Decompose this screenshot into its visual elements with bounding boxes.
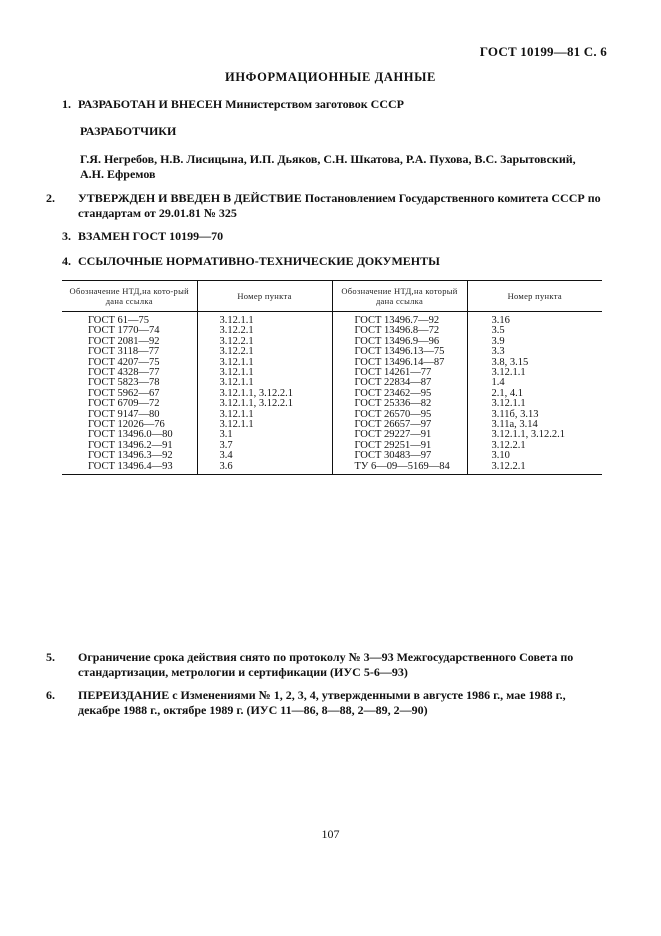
cell-document: ГОСТ 13496.7—92 (332, 312, 467, 327)
cell-document: ГОСТ 9147—80 (62, 410, 197, 420)
cell-document: ГОСТ 22834—87 (332, 378, 467, 388)
section-text: с Изменениями № 1, 2, 3, 4, утвержденными в августе 1986 г., мае 1988 г., декабре 1988 г., октябре 1989 г. (ИУС 11—86, 8—88, 2—89, 2—90) (78, 688, 566, 717)
cell-document: ГОСТ 26570—95 (332, 410, 467, 420)
cell-clause: 3.12.1.1, 3.12.2.1 (197, 389, 332, 399)
cell-clause: 3.12.1.1, 3.12.2.1 (491, 429, 565, 441)
cell-clause: 3.12.1.1 (197, 378, 332, 388)
cell-clause: 3.1 (197, 430, 332, 440)
cell-document: ГОСТ 30483—97 (332, 451, 467, 461)
cell-document: ГОСТ 5823—78 (62, 378, 197, 388)
cell-document: ГОСТ 1770—74 (62, 326, 197, 336)
cell-clause: 3.12.2.1 (491, 439, 526, 451)
cell-document: ГОСТ 13496.4—93 (62, 462, 197, 475)
section-label: ПЕРЕИЗДАНИЕ (78, 688, 170, 702)
cell-document: ГОСТ 29227—91 (332, 430, 467, 440)
cell-clause: 3.5 (491, 325, 505, 337)
cell-document: ГОСТ 14261—77 (332, 368, 467, 378)
section-text: Министерством заготовок СССР (225, 97, 404, 111)
document-title: ИНФОРМАЦИОННЫЕ ДАННЫЕ (225, 70, 436, 84)
section-text: Постановлением Государственного комитета СССР по стандартам от 29.01.81 № 325 (78, 191, 601, 220)
page-number: 107 (321, 827, 340, 841)
cell-clause: 3.9 (491, 335, 505, 347)
cell-clause: 3.12.1.1 (197, 312, 332, 327)
cell-clause: 3.12.1.1 (197, 420, 332, 430)
section-label: ВЗАМЕН ГОСТ 10199—70 (78, 229, 224, 243)
cell-clause: 3.4 (197, 451, 332, 461)
section-2 (46, 191, 602, 221)
cell-document: ГОСТ 13496.3—92 (62, 451, 197, 461)
cell-document: ГОСТ 13496.14—87 (332, 358, 467, 368)
cell-document: ГОСТ 26657—97 (332, 420, 467, 430)
cell-document: ГОСТ 13496.9—96 (332, 337, 467, 347)
cell-document: ГОСТ 4328—77 (62, 368, 197, 378)
column-header-clause: Номер пункта (197, 281, 332, 312)
cell-document: ГОСТ 6709—72 (62, 399, 197, 409)
section-5 (46, 650, 602, 680)
cell-clause: 3.11а, 3.14 (491, 419, 538, 431)
cell-document: ГОСТ 61—75 (62, 312, 197, 327)
cell-clause: 3.3 (491, 346, 505, 358)
section-label: РАЗРАБОТАН И ВНЕСЕН (78, 97, 223, 111)
cell-document: ГОСТ 13496.13—75 (332, 347, 467, 357)
cell-clause: 3.7 (197, 441, 332, 451)
reference-documents-table (62, 280, 602, 475)
section-6 (46, 688, 602, 718)
section-label: ССЫЛОЧНЫЕ НОРМАТИВНО-ТЕХНИЧЕСКИЕ ДОКУМЕНТЫ (78, 254, 440, 268)
cell-clause: 2.1, 4.1 (491, 387, 523, 399)
section-label: УТВЕРЖДЕН И ВВЕДЕН В ДЕЙСТВИЕ (78, 191, 302, 205)
cell-document: ГОСТ 29251—91 (332, 441, 467, 451)
cell-document: ГОСТ 12026—76 (62, 420, 197, 430)
section-number: 6. (46, 688, 55, 702)
cell-clause: 3.12.1.1, 3.12.2.1 (197, 399, 332, 409)
cell-clause: 3.12.1.1 (491, 367, 526, 379)
section-number: 3. (62, 229, 71, 243)
developers-names: Г.Я. Негребов, Н.В. Лисицына, И.П. Дьяков, С.Н. Шкатова, Р.А. Пухова, В.С. Зарытовский, А.Н. Ефремов (80, 152, 576, 181)
cell-clause: 3.12.2.1 (197, 337, 332, 347)
cell-clause: 3.6 (197, 462, 332, 475)
cell-clause: 3.12.1.1 (197, 358, 332, 368)
cell-document: ТУ 6—09—5169—84 (332, 462, 467, 475)
cell-document: ГОСТ 2081—92 (62, 337, 197, 347)
table-body (62, 312, 602, 475)
cell-document: ГОСТ 4207—75 (62, 358, 197, 368)
cell-document: ГОСТ 13496.8—72 (332, 326, 467, 336)
cell-document: ГОСТ 23462—95 (332, 389, 467, 399)
cell-clause: 3.11б, 3.13 (491, 408, 539, 420)
table-row (62, 462, 602, 475)
cell-document: ГОСТ 5962—67 (62, 389, 197, 399)
cell-clause: 3.8, 3.15 (491, 356, 529, 368)
section-number: 2. (46, 191, 55, 205)
section-number: 1. (62, 97, 71, 111)
cell-clause: 3.12.2.1 (197, 347, 332, 357)
cell-clause: 3.12.1.1 (491, 398, 526, 410)
column-header-clause: Номер пункта (467, 281, 602, 312)
section-number: 4. (62, 254, 71, 268)
table-row (62, 312, 602, 327)
section-1 (62, 97, 602, 112)
column-header-document: Обозначение НТД,на кото-рый дана ссылка (62, 281, 197, 312)
column-header-document: Обозначение НТД,на который дана ссылка (332, 281, 467, 312)
cell-document: ГОСТ 3118—77 (62, 347, 197, 357)
developers-title: РАЗРАБОТЧИКИ (80, 124, 177, 138)
cell-document: ГОСТ 13496.0—80 (62, 430, 197, 440)
section-number: 5. (46, 650, 55, 664)
section-3 (62, 229, 602, 244)
section-text: Ограничение срока действия снято по протоколу № 3—93 Межгосударственного Совета по стандартизации, метрологии и сертификации (ИУС 5-6—93) (78, 650, 574, 679)
table-header-row (62, 281, 602, 312)
cell-clause: 3.12.1.1 (197, 368, 332, 378)
cell-clause: 1.4 (491, 377, 505, 389)
page-header: ГОСТ 10199—81 С. 6 (479, 44, 607, 59)
cell-clause: 3.16 (491, 315, 510, 326)
section-4 (62, 254, 602, 269)
cell-clause: 3.10 (491, 450, 510, 462)
cell-document: ГОСТ 25336—82 (332, 399, 467, 409)
cell-clause: 3.12.1.1 (197, 410, 332, 420)
cell-clause: 3.12.2.1 (467, 462, 602, 475)
cell-clause: 3.12.2.1 (197, 326, 332, 336)
cell-document: ГОСТ 13496.2—91 (62, 441, 197, 451)
